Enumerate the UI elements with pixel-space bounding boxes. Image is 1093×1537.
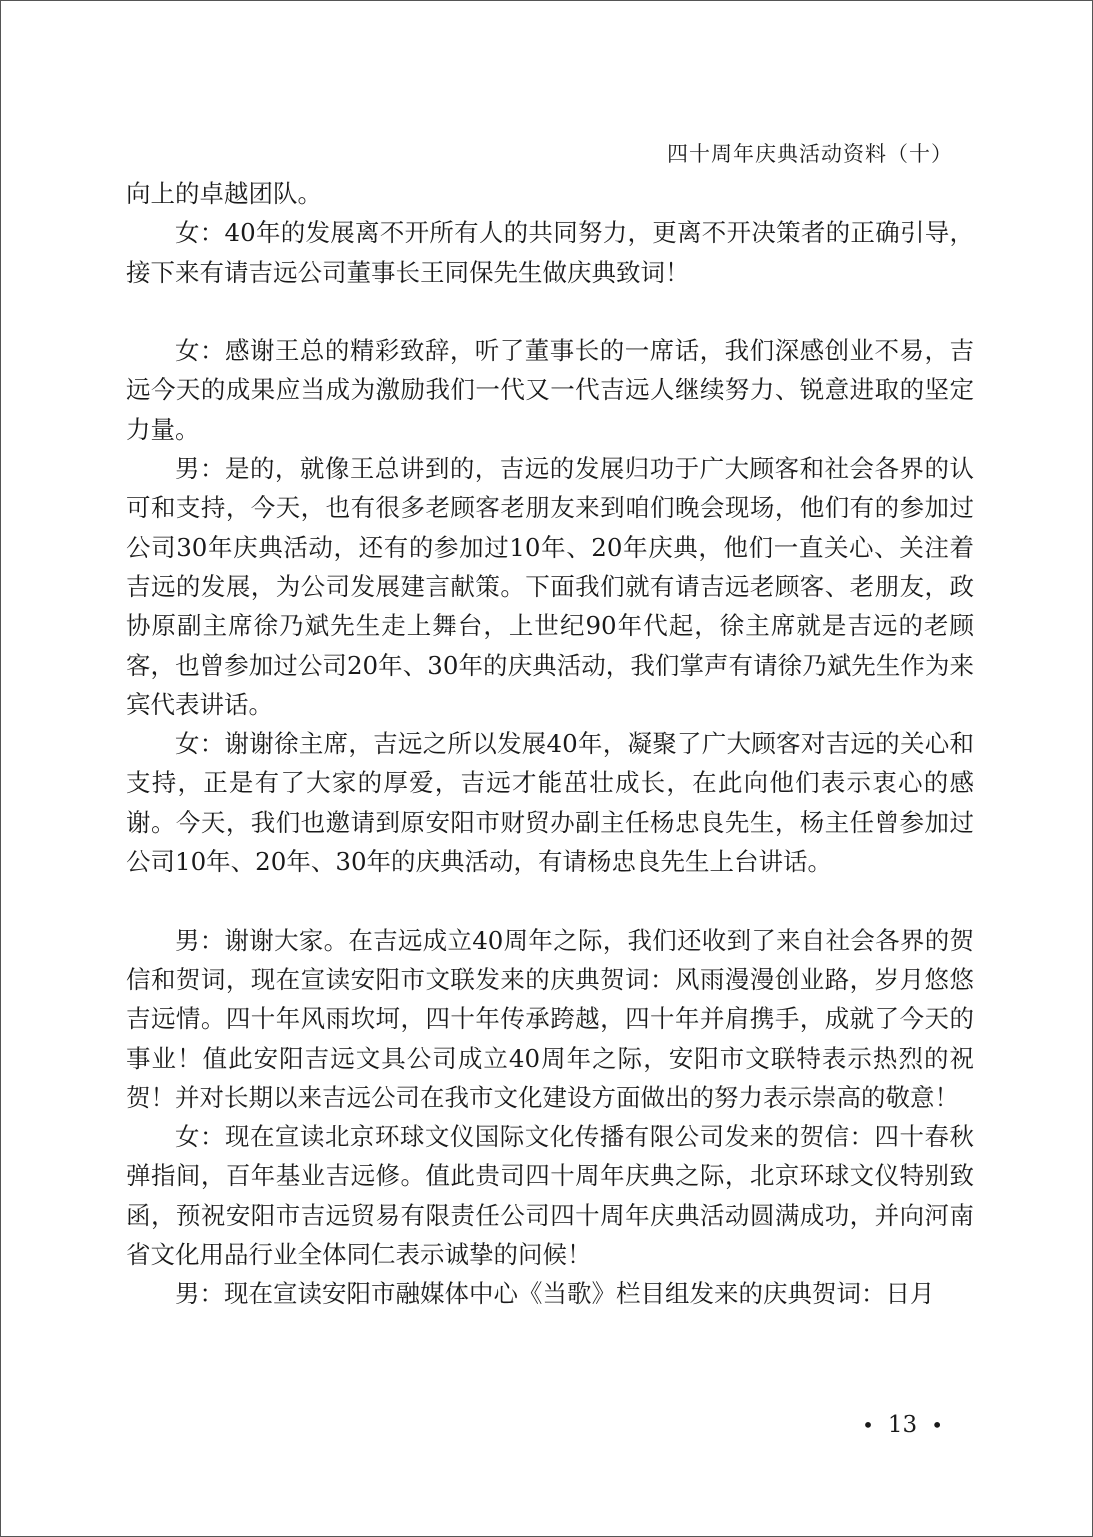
paragraph: 男：现在宣读安阳市融媒体中心《当歌》栏目组发来的庆典贺词：日月 bbox=[175, 1279, 935, 1309]
bullet-left: • bbox=[862, 1413, 874, 1437]
page-number: 13 bbox=[887, 1412, 918, 1438]
running-header: 四十周年庆典活动资料（十） bbox=[667, 142, 953, 166]
paragraph: 男：是的，就像王总讲到的，吉远的发展归功于广大顾客和社会各界的认可和支持，今天，也有很多老顾客老朋友来到咱们晚会现场，他们有的参加过公司30年庆典活动，还有的参加过10年、20年庆典，他们一直关心、关注着吉远的发展，为公司发展建言献策。下面我们就有请吉远老顾客、老朋友，政协原副主席徐乃斌先生走上舞台，上世纪90年代起，徐主席就是吉远的老顾客，也曾参加过公司20年、30年的庆典活动，我们掌声有请徐乃斌先生作为来宾代表讲话。 bbox=[126, 454, 974, 719]
paragraph: 男：谢谢大家。在吉远成立40周年之际，我们还收到了来自社会各界的贺信和贺词，现在宣读安阳市文联发来的庆典贺词：风雨漫漫创业路，岁月悠悠吉远情。四十年风雨坎坷，四十年传承跨越，四十年并肩携手，成就了今天的事业！值此安阳吉远文具公司成立40周年之际，安阳市文联特表示热烈的祝贺！并对长期以来吉远公司在我市文化建设方面做出的努力表示崇高的敬意！ bbox=[126, 925, 974, 1112]
page-number-footer bbox=[848, 1412, 957, 1438]
paragraph: 向上的卓越团队。 bbox=[126, 179, 322, 208]
paragraph: 女：现在宣读北京环球文仪国际文化传播有限公司发来的贺信：四十春秋弹指间，百年基业吉远修。值此贵司四十周年庆典之际，北京环球文仪特别致函，预祝安阳市吉远贸易有限责任公司四十周年庆典活动圆满成功，并向河南省文化用品行业全体同仁表示诚挚的问候！ bbox=[126, 1122, 974, 1270]
paragraph: 女：谢谢徐主席，吉远之所以发展40年，凝聚了广大顾客对吉远的关心和支持，正是有了大家的厚爱，吉远才能茁壮成长，在此向他们表示衷心的感谢。今天，我们也邀请到原安阳市财贸办副主任杨忠良先生，杨主任曾参加过公司10年、20年、30年的庆典活动，有请杨忠良先生上台讲话。 bbox=[126, 729, 974, 877]
blank-line bbox=[126, 881, 974, 920]
blank-line bbox=[126, 292, 974, 331]
body-text bbox=[126, 174, 974, 1314]
bullet-right: • bbox=[931, 1413, 943, 1437]
paragraph: 女：40年的发展离不开所有人的共同努力，更离不开决策者的正确引导，接下来有请吉远公司董事长王同保先生做庆典致词！ bbox=[126, 218, 974, 287]
paragraph: 女：感谢王总的精彩致辞，听了董事长的一席话，我们深感创业不易，吉远今天的成果应当成为激励我们一代又一代吉远人继续努力、锐意进取的坚定力量。 bbox=[126, 336, 974, 444]
